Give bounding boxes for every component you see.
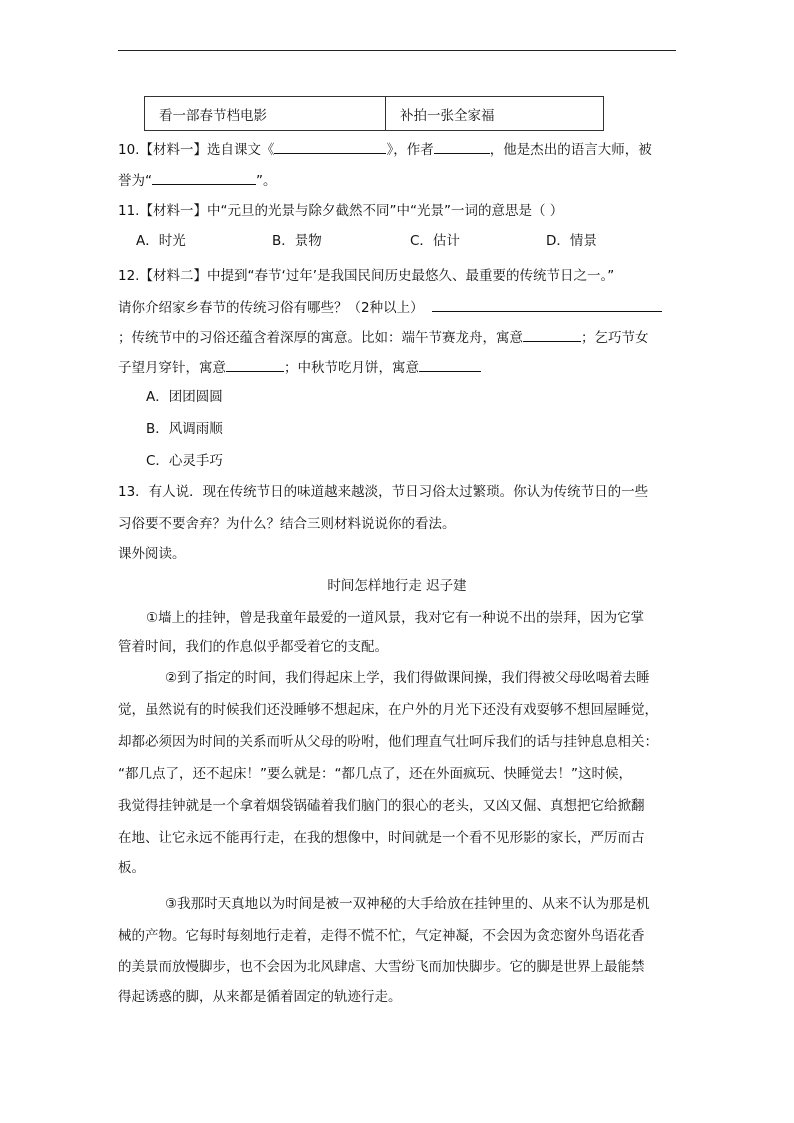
q10-text-a: 10.【材料一】选自课文《	[118, 142, 275, 158]
q13-line2: 习俗要不要舍弃？为什么？结合三则材料说说你的看法。	[118, 516, 456, 532]
reading-title: 时间怎样地行走 迟子建	[327, 578, 467, 594]
q12-text-e: ；中秋节吃月饼，寓意	[284, 360, 419, 376]
reading-p2-line1: ②到了指定的时间，我们得起床上学，我们得做课间操，我们得被父母吆喝着去睡	[165, 670, 650, 686]
table-cell-left: 看一部春节档电影	[145, 97, 386, 130]
q12-blank-dragon-boat[interactable]	[523, 327, 581, 342]
reading-p2-line7: 板。	[118, 860, 145, 876]
q10-blank-title[interactable]	[274, 139, 386, 154]
q12-line3	[118, 327, 649, 348]
q12-line1: 12.【材料二】中提到“春节‘过年’是我国民间历史最悠久、最重要的传统节日之一。”	[118, 268, 615, 284]
q12-text-b: ；传统节中的习俗还蕴含着深厚的寓意。比如：端午节赛龙舟，寓意	[118, 330, 523, 346]
reading-p3-line2: 械的产物。它每时每刻地行走着，走得不慌不忙，气定神凝，不会因为贪恋窗外鸟语花香	[118, 928, 645, 944]
q12-blank-qiqiao[interactable]	[226, 357, 284, 372]
q13-line1: 13．有人说．现在传统节日的味道越来越淡，节日习俗太过繁琐。你认为传统节日的一些	[118, 484, 649, 500]
reading-p2-line3: 却都必须因为时间的关系而听从父母的吩咐，他们理直气壮呵斥我们的话与挂钟息息相关：	[118, 734, 658, 750]
q10-blank-honor[interactable]	[152, 170, 256, 185]
q11-option-a: A．时光	[136, 233, 186, 249]
reading-section-label: 课外阅读。	[118, 546, 186, 562]
q12-text-d: 子望月穿针，寓意	[118, 360, 226, 376]
q10-text-e: ”。	[256, 173, 277, 189]
q11-option-d: D．情景	[546, 233, 597, 249]
reading-p3-line3: 的美景而放慢脚步，也不会因为北风肆虐、大雪纷飞而加快脚步。它的脚是世界上最能禁	[118, 959, 645, 975]
q12-line2	[118, 297, 662, 318]
q10-line1	[118, 139, 652, 160]
q11-option-b: B．景物	[272, 233, 322, 249]
reading-p2-line2: 觉，虽然说有的时候我们还没睡够不想起床，在户外的月光下还没有戏耍够不想回屋睡觉，	[118, 702, 658, 718]
q12-text-c: ；乞巧节女	[581, 330, 649, 346]
reading-p3-line4: 得起诱惑的脚，从来都是循着固定的轨迹行走。	[118, 989, 402, 1005]
reading-p1-line1: ①墙上的挂钟，曾是我童年最爱的一道风景，我对它有一种说不出的崇拜，因为它掌	[146, 610, 645, 626]
q10-text-c: ，他是杰出的语言大师，被	[489, 142, 652, 158]
q11-option-c: C．估计	[410, 233, 460, 249]
activity-table	[144, 96, 604, 131]
q12-option-b: B．风调雨顺	[146, 421, 223, 437]
q12-line4	[118, 357, 481, 378]
q12-option-c: C．心灵手巧	[146, 453, 223, 469]
q10-line2	[118, 170, 277, 191]
q11-stem: 11.【材料一】中“元旦的光景与除夕截然不同”中“光景”一词的意思是（ ）	[118, 203, 564, 219]
table-cell-right: 补拍一张全家福	[400, 107, 495, 124]
q10-text-b: 》，作者	[386, 142, 434, 158]
reading-p2-line4: “都几点了，还不起床！”要么就是：“都几点了，还在外面疯玩、快睡觉去！”这时候，	[118, 766, 632, 782]
reading-p2-line5: 我觉得挂钟就是一个拿着烟袋锅磕着我们脑门的狠心的老头，又凶又倔、真想把它给掀翻	[118, 798, 645, 814]
q10-blank-author[interactable]	[434, 139, 490, 154]
q12-option-a: A．团团圆圆	[146, 389, 223, 405]
reading-p2-line6: 在地、让它永远不能再行走，在我的想像中，时间就是一个看不见形影的家长，严厉而古	[118, 830, 645, 846]
q12-blank-mooncake[interactable]	[419, 357, 481, 372]
q12-text-a: 请你介绍家乡春节的传统习俗有哪些？（2种以上）	[118, 300, 424, 316]
q10-text-d: 誉为“	[118, 173, 152, 189]
reading-p3-line1: ③我那时天真地以为时间是被一双神秘的大手给放在挂钟里的、从来不认为那是机	[165, 896, 650, 912]
q12-blank-customs[interactable]	[432, 297, 662, 312]
reading-p1-line2: 管着时间，我们的作息似乎都受着它的支配。	[118, 639, 388, 655]
header-rule	[118, 50, 676, 51]
